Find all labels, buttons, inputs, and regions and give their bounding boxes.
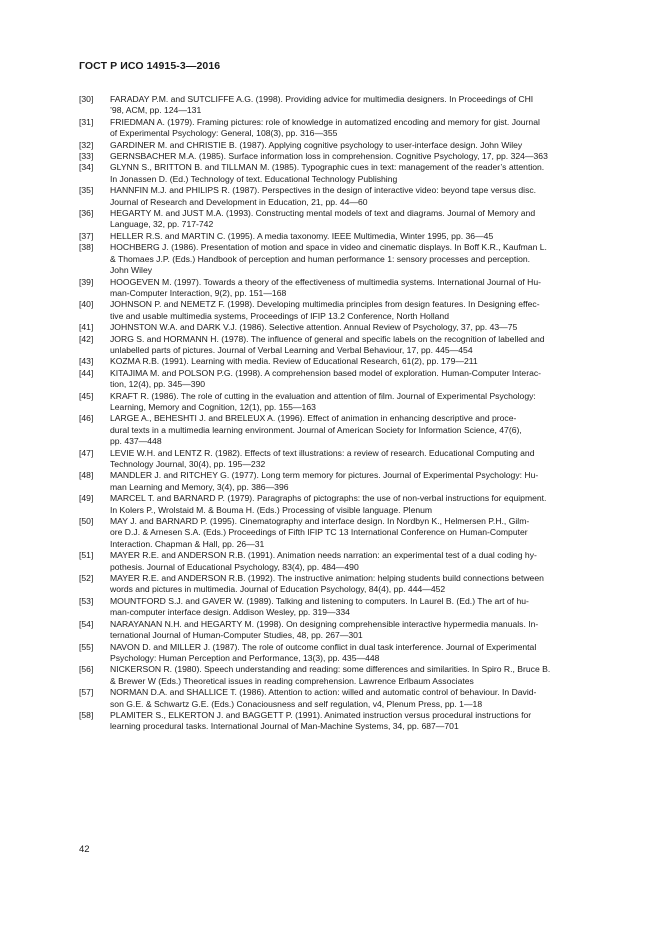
page-number: 42	[79, 844, 90, 855]
reference-item	[79, 208, 614, 231]
reference-number: [56]	[79, 664, 94, 675]
reference-item	[79, 162, 614, 185]
reference-text	[110, 140, 614, 151]
reference-text	[110, 231, 614, 242]
reference-item	[79, 413, 614, 447]
reference-number: [36]	[79, 208, 94, 219]
reference-line: HANNFIN M.J. and PHILIPS R. (1987). Perspectives in the design of interactive video: beyond tape versus disc.	[110, 185, 537, 196]
reference-text	[110, 356, 614, 367]
reference-item	[79, 573, 614, 596]
reference-list	[79, 94, 614, 733]
reference-number: [51]	[79, 550, 94, 561]
reference-text	[110, 687, 614, 710]
reference-text	[110, 448, 614, 471]
reference-line: Interaction. Chapman & Hall, pp. 26—31	[110, 538, 265, 549]
reference-line: Journal of Research and Development in Education, 21, pp. 44—60	[110, 196, 368, 207]
reference-number: [54]	[79, 618, 94, 629]
reference-line: JORG S. and HORMANN H. (1978). The influence of general and specific labels on the recognition of labelled and	[110, 333, 545, 344]
reference-number: [34]	[79, 162, 94, 173]
reference-number: [32]	[79, 139, 94, 150]
reference-item	[79, 368, 614, 391]
reference-line: ternational Journal of Human-Computer Studies, 48, pp. 267—301	[110, 630, 363, 641]
reference-text	[110, 185, 614, 208]
reference-line: son G.E. & Schwartz G.E. (Eds.) Conaciousness and self regulation, v4, Plenum Press, pp. 1—18	[110, 698, 483, 709]
reference-text	[110, 493, 614, 516]
reference-text	[110, 162, 614, 185]
reference-line: Psychology: Human Perception and Performance, 13(3), pp. 435—448	[110, 652, 380, 663]
reference-line: FRIEDMAN A. (1979). Framing pictures: role of knowledge in automatized encoding and memory for gist. Journal	[110, 116, 540, 127]
reference-item	[79, 619, 614, 642]
reference-text	[110, 117, 614, 140]
reference-item	[79, 664, 614, 687]
reference-line: & Brewer W (Eds.) Theoretical issues in reading comprehension. Lawrence Erlbaum Associates	[110, 675, 474, 686]
reference-line: & Thomaes J.P. (Eds.) Handbook of perception and human performance 1: sensory processes and perception.	[110, 253, 531, 264]
reference-item	[79, 185, 614, 208]
reference-line: unlabelled parts of pictures. Journal of Verbal Learning and Verbal Behaviour, 17, pp. 445—454	[110, 344, 473, 355]
reference-text	[110, 322, 614, 333]
reference-number: [55]	[79, 641, 94, 652]
reference-line: GLYNN S., BRITTON B. and TILLMAN M. (1985). Typographic cues in text: management of the reader’s attention.	[110, 162, 545, 173]
reference-item	[79, 140, 614, 151]
reference-text	[110, 664, 614, 687]
reference-number: [30]	[79, 94, 94, 104]
reference-text	[110, 710, 614, 733]
reference-line: LEVIE W.H. and LENTZ R. (1982). Effects of text illustrations: a review of research. Educational Computing and	[110, 447, 535, 458]
reference-line: In Kolers P., Wrolstaid M. & Bouma H. (Eds.) Processing of visible language. Plenum	[110, 504, 433, 515]
reference-line: Technology Journal, 30(4), pp. 195—232	[110, 459, 266, 469]
reference-text	[110, 151, 614, 162]
reference-line: LARGE A., BEHESHTI J. and BRELEUX A. (1996). Effect of animation in enhancing descriptive and proce-	[110, 413, 517, 424]
reference-line: NORMAN D.A. and SHALLICE T. (1986). Attention to action: willed and automatic control of behaviour. In David-	[110, 687, 537, 698]
reference-number: [39]	[79, 276, 94, 287]
reference-text	[110, 94, 614, 117]
reference-number: [33]	[79, 151, 94, 162]
reference-item	[79, 334, 614, 357]
reference-number: [42]	[79, 333, 94, 344]
reference-item	[79, 356, 614, 367]
reference-line: pp. 437—448	[110, 436, 162, 447]
reference-item	[79, 550, 614, 573]
reference-line: ’98, ACM, pp. 124—131	[110, 105, 202, 116]
reference-number: [49]	[79, 493, 94, 504]
reference-line: Learning, Memory and Cognition, 12(1), pp. 155—163	[110, 401, 316, 412]
reference-number: [53]	[79, 595, 94, 606]
reference-text	[110, 242, 614, 276]
reference-line: learning procedural tasks. International Journal of Man-Machine Systems, 34, pp. 687—701	[110, 721, 459, 732]
reference-number: [52]	[79, 573, 94, 584]
reference-number: [44]	[79, 367, 94, 378]
reference-text	[110, 413, 614, 447]
reference-text	[110, 299, 614, 322]
reference-text	[110, 619, 614, 642]
reference-line: HEGARTY M. and JUST M.A. (1993). Constructing mental models of text and diagrams. Journal of Memory and	[110, 208, 536, 219]
reference-line: pothesis. Journal of Educational Psychology, 83(4), pp. 484—490	[110, 561, 359, 572]
reference-number: [41]	[79, 322, 94, 333]
reference-item	[79, 151, 614, 162]
reference-number: [57]	[79, 687, 94, 698]
reference-text	[110, 391, 614, 414]
reference-number: [43]	[79, 356, 94, 367]
reference-item	[79, 277, 614, 300]
reference-text	[110, 550, 614, 573]
reference-text	[110, 573, 614, 596]
reference-number: [58]	[79, 709, 94, 720]
reference-line: KOZMA R.B. (1991). Learning with media. Review of Educational Research, 61(2), pp. 179—211	[110, 356, 478, 367]
reference-item	[79, 516, 614, 550]
reference-item	[79, 94, 614, 117]
reference-text	[110, 642, 614, 665]
reference-line: MAYER R.E. and ANDERSON R.B. (1992). The instructive animation: helping students build connections between	[110, 573, 544, 584]
reference-item	[79, 117, 614, 140]
reference-text	[110, 516, 614, 550]
reference-number: [45]	[79, 390, 94, 401]
reference-line: GARDINER M. and CHRISTIE B. (1987). Applying cognitive psychology to user-interface design. John Wiley	[110, 139, 523, 150]
reference-number: [37]	[79, 230, 94, 241]
reference-text	[110, 470, 614, 493]
reference-line: HOOGEVEN M. (1997). Towards a theory of the effectiveness of multimedia systems. International Journal of Hu-	[110, 276, 541, 287]
reference-line: John Wiley	[110, 265, 153, 276]
reference-number: [48]	[79, 470, 94, 481]
reference-line: MANDLER J. and RITCHEY G. (1977). Long term memory for pictures. Journal of Experimental Psychology: Hu-	[110, 470, 539, 481]
reference-line: In Jonassen D. (Ed.) Technology of text. Educational Technology Publishing	[110, 173, 398, 184]
reference-line: GERNSBACHER M.A. (1985). Surface information loss in comprehension. Cognitive Psychology, 17, pp. 324—363	[110, 151, 548, 162]
reference-item	[79, 448, 614, 471]
reference-item	[79, 493, 614, 516]
reference-item	[79, 322, 614, 333]
reference-item	[79, 391, 614, 414]
reference-line: MAY J. and BARNARD P. (1995). Cinematography and interface design. In Nordbyn K., Helmersen P.H., Gilm-	[110, 516, 530, 527]
reference-line: JOHNSTON W.A. and DARK V.J. (1986). Selective attention. Annual Review of Psychology, 37, pp. 43—75	[110, 322, 518, 333]
reference-line: of Experimental Psychology: General, 108(3), pp. 316—355	[110, 128, 338, 139]
page-header: ГОСТ Р ИСО 14915-3—2016	[79, 60, 221, 72]
reference-line: KRAFT R. (1986). The role of cutting in the evaluation and attention of film. Journal of Experimental Psychology:	[110, 390, 536, 401]
reference-line: NICKERSON R. (1980). Speech understanding and reading: some differences and similarities. In Spiro R., Bruce B.	[110, 664, 551, 675]
reference-line: ore D.J. & Arnesen S.A. (Eds.) Proceedings of Fifth IFIP TC 13 International Conference on Human-Computer	[110, 527, 528, 538]
reference-item	[79, 710, 614, 733]
reference-number: [38]	[79, 242, 94, 253]
reference-number: [35]	[79, 185, 94, 196]
reference-number: [47]	[79, 447, 94, 458]
reference-item	[79, 299, 614, 322]
reference-line: HOCHBERG J. (1986). Presentation of motion and space in video and cinematic displays. In Boff K.R., Kaufman L.	[110, 242, 547, 253]
reference-line: KITAJIMA M. and POLSON P.G. (1998). A comprehension based model of exploration. Human-Computer Interac-	[110, 367, 542, 378]
reference-text	[110, 208, 614, 231]
reference-number: [46]	[79, 413, 94, 424]
reference-text	[110, 277, 614, 300]
reference-line: man-Computer Interaction, 9(2), pp. 151—168	[110, 287, 287, 298]
reference-line: tive and usable multimedia systems, Proceedings of IFIP 13.2 Conference, North Holland	[110, 310, 449, 321]
reference-line: JOHNSON P. and NEMETZ F. (1998). Developing multimedia principles from design features. In Designing effec-	[110, 299, 540, 310]
reference-line: HELLER R.S. and MARTIN C. (1995). A media taxonomy. IEEE Multimedia, Winter 1995, pp. 36—45	[110, 230, 494, 241]
reference-line: tion, 12(4), pp. 345—390	[110, 379, 206, 390]
reference-item	[79, 642, 614, 665]
reference-number: [40]	[79, 299, 94, 310]
reference-line: MARCEL T. and BARNARD P. (1979). Paragraphs of pictographs: the use of non-verbal instructions for equipment.	[110, 493, 547, 504]
reference-text	[110, 334, 614, 357]
reference-line: MOUNTFORD S.J. and GAVER W. (1989). Talking and listening to computers. In Laurel B. (Ed.) The art of hu-	[110, 595, 529, 606]
reference-item	[79, 242, 614, 276]
reference-line: NAVON D. and MILLER J. (1987). The role of outcome conflict in dual task interference. Journal of Experimental	[110, 641, 537, 652]
reference-line: Language, 32, pp. 717-742	[110, 219, 214, 230]
reference-line: NARAYANAN N.H. and HEGARTY M. (1998). On designing comprehensible interactive hypermedia manuals. In-	[110, 618, 539, 629]
reference-line: man Learning and Memory, 3(4), pp. 386—396	[110, 481, 289, 492]
reference-line: man-computer interface design. Addison Wesley, pp. 319—334	[110, 607, 350, 618]
reference-item	[79, 687, 614, 710]
reference-text	[110, 596, 614, 619]
reference-line: dural texts in a multimedia learning environment. Journal of American Society for Information Science, 47(6),	[110, 424, 522, 435]
reference-item	[79, 470, 614, 493]
reference-item	[79, 231, 614, 242]
reference-number: [50]	[79, 516, 94, 527]
reference-item	[79, 596, 614, 619]
reference-number: [31]	[79, 116, 94, 127]
reference-line: MAYER R.E. and ANDERSON R.B. (1991). Animation needs narration: an experimental test of a dual coding hy-	[110, 550, 537, 561]
reference-line: PLAMITER S., ELKERTON J. and BAGGETT P. (1991). Animated instruction versus procedural instructions for	[110, 709, 532, 720]
reference-text	[110, 368, 614, 391]
reference-line: FARADAY P.M. and SUTCLIFFE A.G. (1998). Providing advice for multimedia designers. In Proceedings of CHI	[110, 94, 534, 104]
reference-line: words and pictures in multimedia. Journal of Education Psychology, 84(4), pp. 444—452	[110, 584, 446, 595]
